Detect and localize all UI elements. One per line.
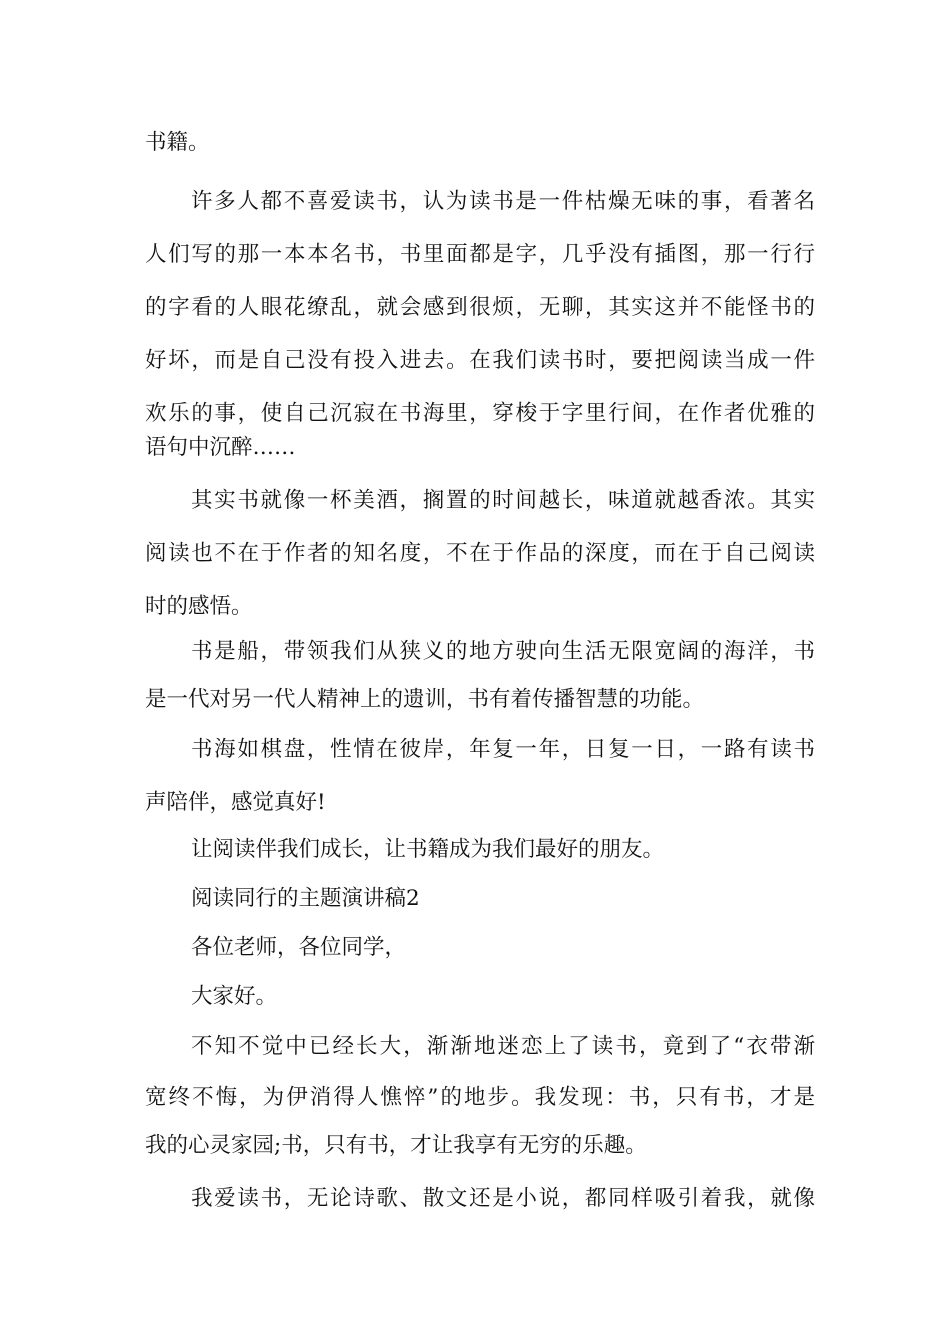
text-line: 书是船，带领我们从狭义的地方驶向生活无限宽阔的海洋，书: [191, 639, 815, 664]
section-heading: 阅读同行的主题演讲稿2: [191, 886, 420, 911]
text-line: 的字看的人眼花缭乱，就会感到很烦，无聊，其实这并不能怪书的: [145, 295, 815, 320]
text-line: 不知不觉中已经长大，渐渐地迷恋上了读书，竟到了“衣带渐: [191, 1034, 815, 1059]
text-line: 好坏，而是自己没有投入进去。在我们读书时，要把阅读当成一件: [145, 348, 815, 373]
text-line: 书籍。: [145, 130, 210, 155]
text-line: 阅读也不在于作者的知名度，不在于作品的深度，而在于自己阅读: [145, 541, 815, 566]
text-line: 是一代对另一代人精神上的遗训，书有着传播智慧的功能。: [145, 687, 705, 712]
text-line: 语句中沉醉……: [145, 435, 296, 460]
text-line: 时的感悟。: [145, 594, 253, 619]
text-line: 我爱读书，无论诗歌、散文还是小说，都同样吸引着我，就像: [191, 1186, 815, 1211]
text-line: 让阅读伴我们成长，让书籍成为我们最好的朋友。: [191, 837, 665, 862]
text-line: 其实书就像一杯美酒，搁置的时间越长，味道就越香浓。其实: [191, 488, 815, 513]
text-line: 宽终不悔，为伊消得人憔悴”的地步。我发现：书，只有书，才是: [145, 1085, 815, 1110]
text-line: 声陪伴，感觉真好!: [145, 790, 326, 815]
text-line: 人们写的那一本本名书，书里面都是字，几乎没有插图，那一行行: [145, 242, 815, 267]
text-line: 欢乐的事，使自己沉寂在书海里，穿梭于字里行间，在作者优雅的: [145, 401, 815, 426]
text-line: 各位老师，各位同学，: [191, 935, 407, 960]
text-line: 我的心灵家园;书，只有书，才让我享有无穷的乐趣。: [145, 1133, 647, 1158]
text-line: 书海如棋盘，性情在彼岸，年复一年，日复一日，一路有读书: [191, 737, 815, 762]
text-line: 许多人都不喜爱读书，认为读书是一件枯燥无味的事，看著名: [191, 189, 815, 214]
text-line: 大家好。: [191, 984, 278, 1009]
